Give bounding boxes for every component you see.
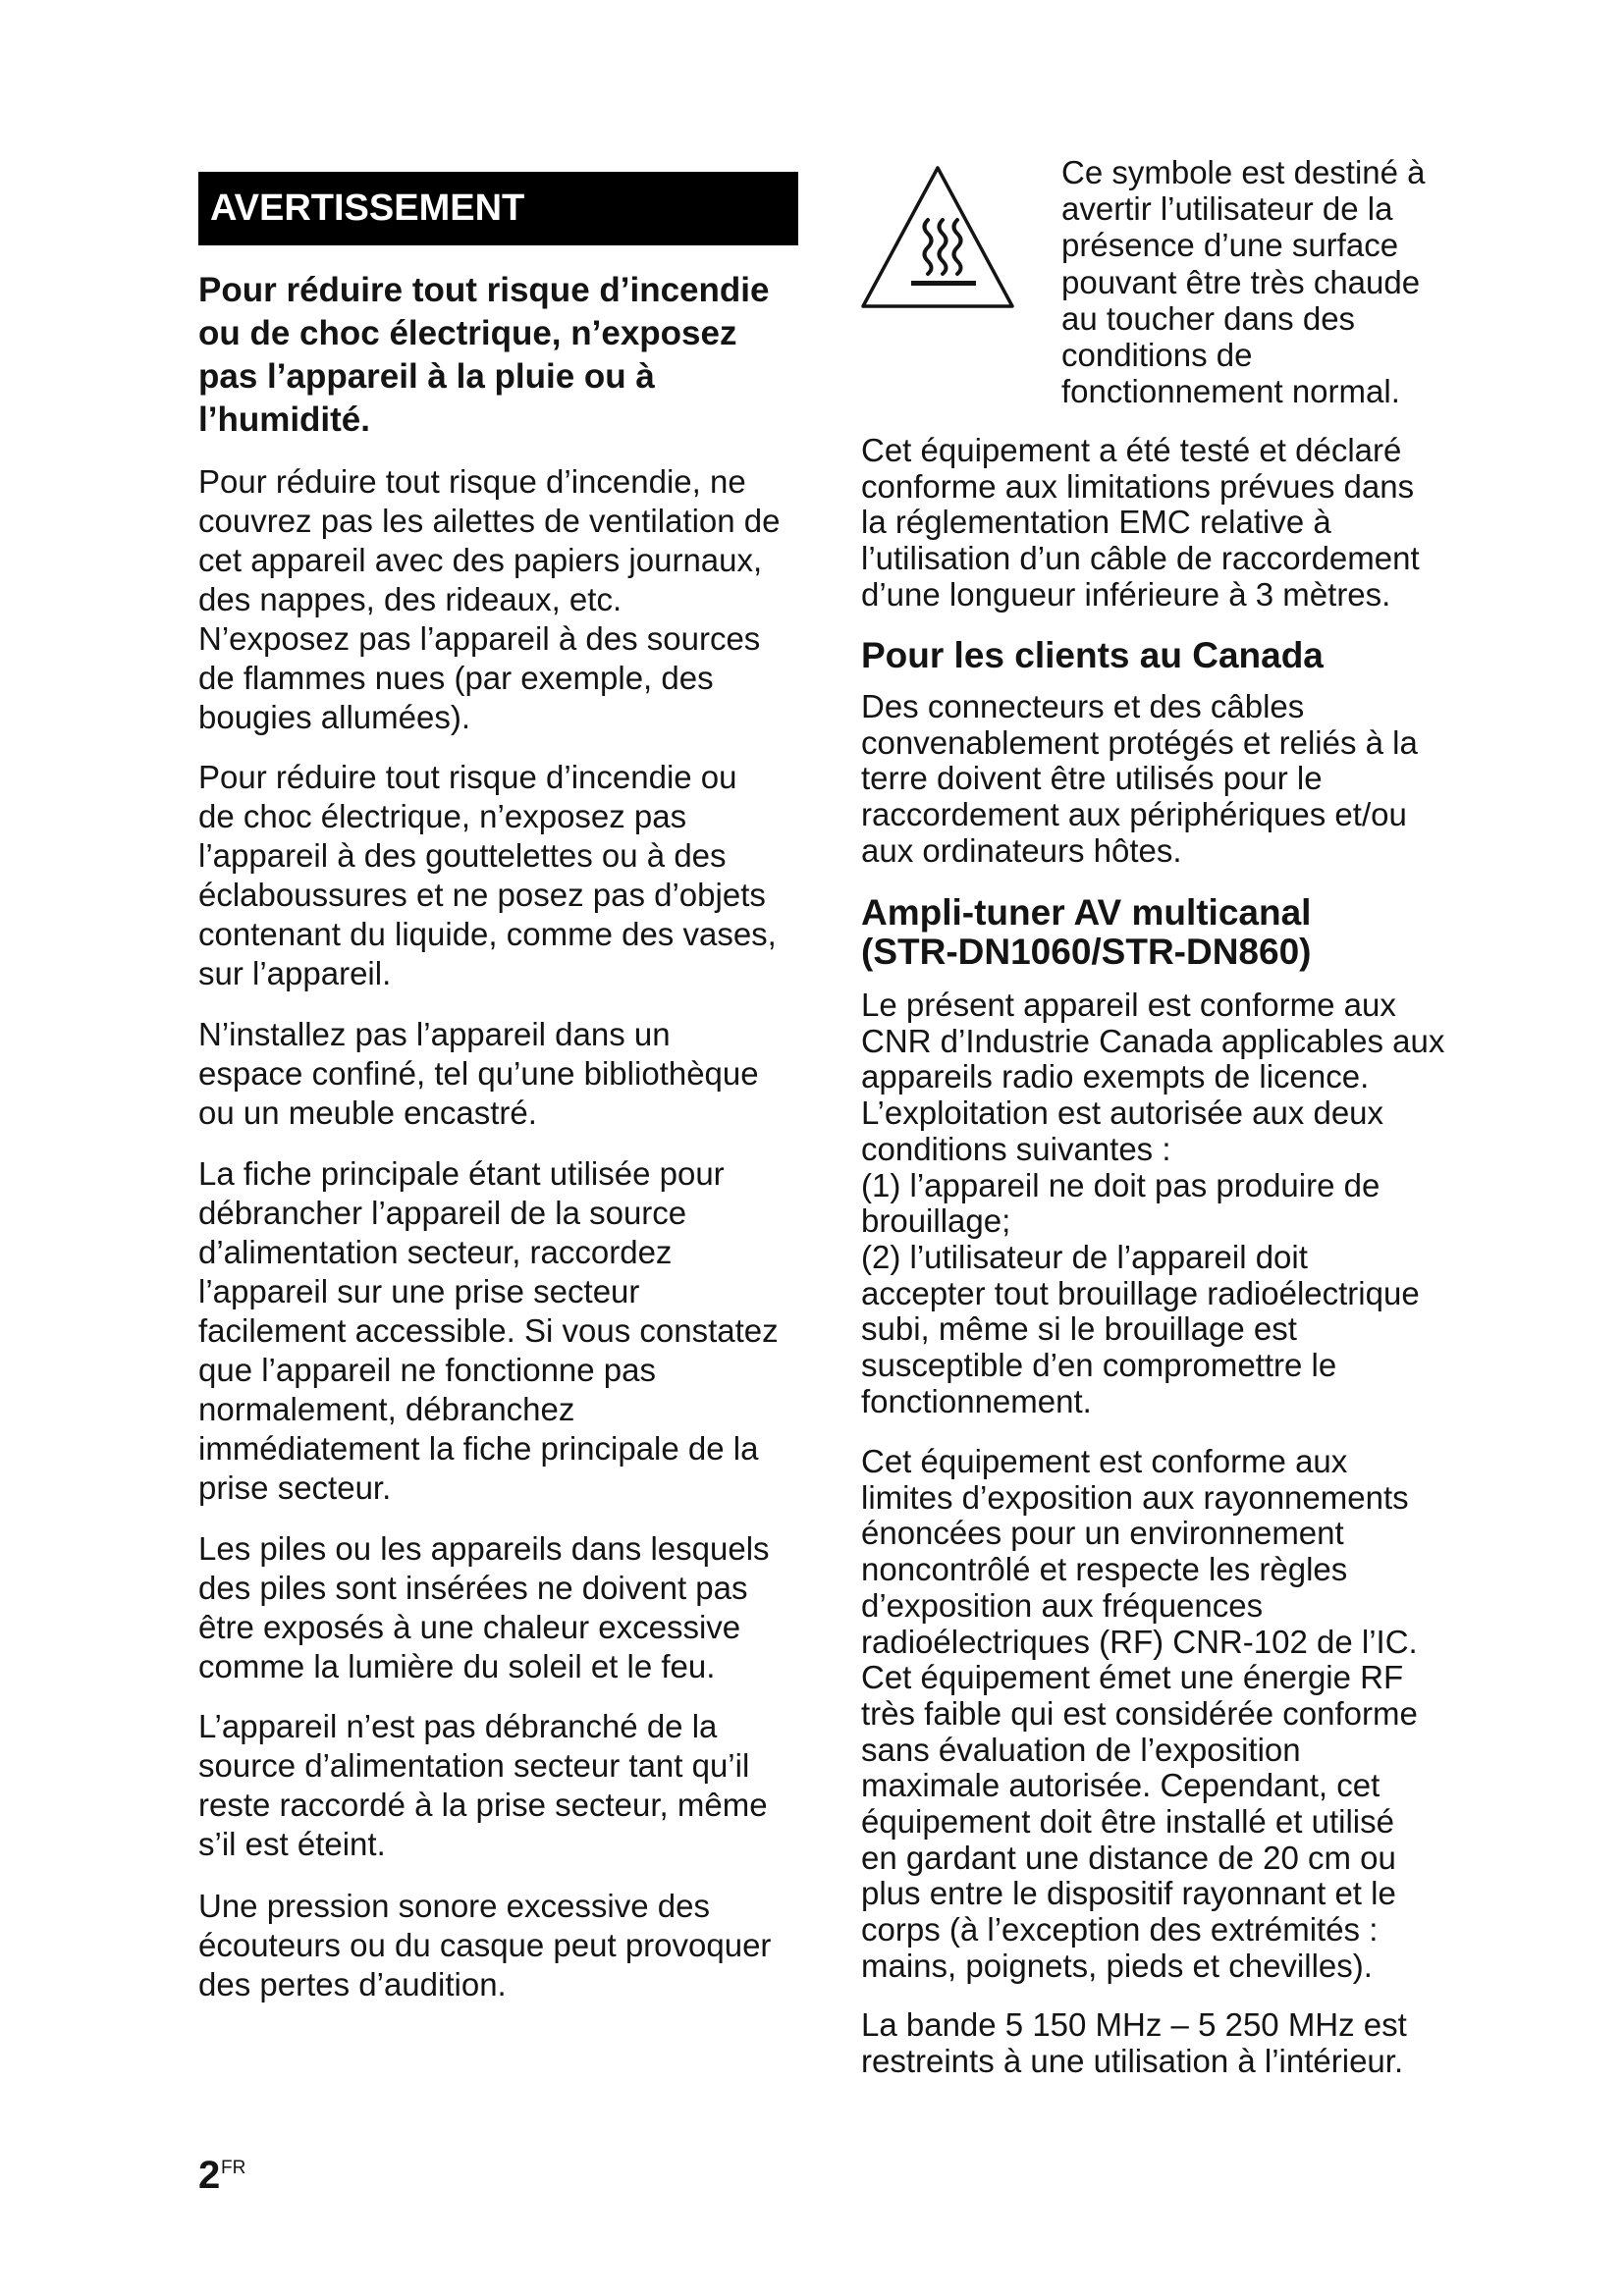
lead-warning <box>198 269 798 442</box>
text-line: présence d’une surface <box>1061 227 1399 264</box>
text-line: aux ordinateurs hôtes. <box>861 831 1182 869</box>
text-line: Des connecteurs et des câbles <box>861 688 1305 724</box>
text-line: contenant du liquide, comme des vases, <box>198 916 777 952</box>
text-line: convenablement protégés et reliés à la <box>861 723 1418 761</box>
text-line: conforme aux limitations prévues dans <box>861 467 1415 505</box>
text-line: Une pression sonore excessive des <box>198 1888 710 1924</box>
text-line: l’appareil à des gouttelettes ou à des <box>198 837 727 874</box>
text-line: l’appareil sur une prise secteur <box>198 1273 640 1309</box>
hot-surface-bar <box>911 281 976 286</box>
heading-text: Ampli-tuner AV multicanal <box>861 892 1312 933</box>
text-line: conditions de <box>1061 337 1253 374</box>
text-line: L’appareil n’est pas débranché de la <box>198 1708 718 1744</box>
paragraph-ventilation <box>198 462 798 737</box>
text-line: Ce symbole est destiné à <box>1061 154 1426 190</box>
text-line: susceptible d’en compromettre le <box>861 1347 1337 1384</box>
text-line: facilement accessible. Si vous constatez <box>198 1312 779 1349</box>
warning-title: AVERTISSEMENT <box>210 187 525 229</box>
text-line: cet appareil avec des papiers journaux, <box>198 542 763 578</box>
paragraph-industry-canada <box>861 988 1460 1419</box>
text-line: débrancher l’appareil de la source <box>198 1195 687 1231</box>
text-line: ou de choc électrique, n’exposez <box>198 314 737 352</box>
heading-canada <box>861 634 1460 677</box>
text-line: écouteurs ou du casque peut provoquer <box>198 1927 772 1963</box>
text-line: La bande 5 150 MHz – 5 250 MHz est <box>861 2006 1407 2043</box>
paragraph-batteries <box>198 1529 798 1686</box>
warning-title-bar <box>198 172 798 245</box>
paragraph-frequency-band <box>861 2007 1460 2079</box>
text-line: Les piles ou les appareils dans lesquels <box>198 1530 770 1567</box>
text-line: d’alimentation secteur, raccordez <box>198 1234 673 1270</box>
text-line: Pour réduire tout risque d’incendie, ne <box>198 463 746 500</box>
text-line: noncontrôlé et respecte les règles <box>861 1551 1348 1588</box>
text-line: de choc électrique, n’exposez pas <box>198 798 687 834</box>
text-line: prise secteur. <box>198 1469 392 1506</box>
text-line: ou un meuble encastré. <box>198 1095 537 1131</box>
text-line: éclaboussures et ne posez pas d’objets <box>198 877 766 913</box>
text-line: être exposés à une chaleur excessive <box>198 1609 741 1645</box>
heat-wave <box>925 220 932 274</box>
text-line: des pertes d’audition. <box>198 1966 507 2002</box>
text-line: comme la lumière du soleil et le feu. <box>198 1648 716 1684</box>
text-line: Le présent appareil est conforme aux <box>861 987 1396 1023</box>
text-line: Cet équipement émet une énergie RF <box>861 1659 1404 1696</box>
paragraph-power-off <box>198 1707 798 1864</box>
text-line: bougies allumées). <box>198 699 470 735</box>
text-line: sans évaluation de l’exposition <box>861 1731 1301 1768</box>
text-line: espace confiné, tel qu’une bibliothèque <box>198 1055 759 1092</box>
text-line: normalement, débranchez <box>198 1391 575 1427</box>
text-line: la réglementation EMC relative à <box>861 504 1331 541</box>
page-number: 2 <box>198 2154 221 2197</box>
text-line: l’utilisation d’un câble de raccordement <box>861 540 1420 577</box>
text-line: limites d’exposition aux rayonnements <box>861 1478 1409 1516</box>
text-line: (2) l’utilisateur de l’appareil doit <box>861 1238 1308 1275</box>
heading-text: (STR-DN1060/STR-DN860) <box>861 932 1312 972</box>
paragraph-hearing <box>198 1887 798 2004</box>
hot-surface-warning-icon <box>860 164 1015 311</box>
text-line: des piles sont insérées ne doivent pas <box>198 1570 748 1606</box>
text-line: que l’appareil ne fonctionne pas <box>198 1352 657 1388</box>
text-line: reste raccordé à la prise secteur, même <box>198 1787 768 1823</box>
text-line: plus entre le dispositif rayonnant et le <box>861 1875 1396 1912</box>
text-line: subi, même si le brouillage est <box>861 1310 1297 1348</box>
paragraph-liquids <box>198 758 798 993</box>
text-line: mains, poignets, pieds et chevilles). <box>861 1947 1373 1984</box>
text-line: d’exposition aux fréquences <box>861 1586 1264 1624</box>
symbol-description <box>1061 154 1460 409</box>
text-line: terre doivent être utilisés pour le <box>861 760 1323 797</box>
text-line: s’il est éteint. <box>198 1826 386 1862</box>
text-line: au toucher dans des <box>1061 299 1356 337</box>
text-line: radioélectriques (RF) CNR-102 de l’IC. <box>861 1623 1418 1660</box>
paragraph-canada <box>861 689 1460 870</box>
text-line: en gardant une distance de 20 cm ou <box>861 1839 1396 1876</box>
text-line: Pour réduire tout risque d’incendie ou <box>198 759 737 795</box>
heat-wave <box>954 220 961 274</box>
text-line: immédiatement la fiche principale de la <box>198 1430 759 1467</box>
text-line: l’humidité. <box>198 400 370 439</box>
text-line: énoncées pour un environnement <box>861 1515 1344 1552</box>
text-line: La fiche principale étant utilisée pour <box>198 1155 725 1192</box>
text-line: sur l’appareil. <box>198 955 392 991</box>
text-line: Pour réduire tout risque d’incendie <box>198 271 770 309</box>
heat-wave <box>940 220 947 274</box>
text-line: couvrez pas les ailettes de ventilation de <box>198 503 781 539</box>
text-line: L’exploitation est autorisée aux deux <box>861 1095 1384 1132</box>
paragraph-mains-plug <box>198 1154 798 1508</box>
paragraph-rf-exposure <box>861 1444 1460 1985</box>
text-line: d’une longueur inférieure à 3 mètres. <box>861 575 1391 613</box>
text-line: corps (à l’exception des extrémités : <box>861 1911 1379 1949</box>
text-line: pas l’appareil à la pluie ou à <box>198 357 655 396</box>
text-line: CNR d’Industrie Canada applicables aux <box>861 1022 1445 1059</box>
text-line: accepter tout brouillage radioélectrique <box>861 1274 1420 1311</box>
text-line: Cet équipement est conforme aux <box>861 1443 1348 1479</box>
text-line: des nappes, des rideaux, etc. <box>198 581 623 617</box>
text-line: pouvant être très chaude <box>1061 263 1421 300</box>
heading-ampli-tuner <box>861 893 1460 972</box>
text-line: appareils radio exempts de licence. <box>861 1058 1370 1095</box>
heading-text: Pour les clients au Canada <box>861 635 1324 675</box>
text-line: N’installez pas l’appareil dans un <box>198 1016 671 1052</box>
text-line: N’exposez pas l’appareil à des sources <box>198 620 761 657</box>
text-line: raccordement aux périphériques et/ou <box>861 796 1407 833</box>
text-line: (1) l’appareil ne doit pas produire de <box>861 1166 1380 1203</box>
text-line: fonctionnement normal. <box>1061 373 1400 410</box>
page-language-code: FR <box>221 2158 246 2178</box>
text-line: équipement doit être installé et utilisé <box>861 1803 1394 1841</box>
text-line: restreints à une utilisation à l’intérieur. <box>861 2042 1404 2079</box>
text-line: conditions suivantes : <box>861 1130 1171 1167</box>
paragraph-installation <box>198 1015 798 1133</box>
text-line: brouillage; <box>861 1202 1011 1240</box>
paragraph-emc <box>861 433 1460 614</box>
text-line: de flammes nues (par exemple, des <box>198 660 714 696</box>
text-line: maximale autorisée. Cependant, cet <box>861 1767 1380 1804</box>
text-line: source d’alimentation secteur tant qu’il <box>198 1747 750 1784</box>
text-line: Cet équipement a été testé et déclaré <box>861 432 1402 468</box>
text-line: avertir l’utilisateur de la <box>1061 190 1393 228</box>
text-line: très faible qui est considérée conforme <box>861 1694 1418 1732</box>
text-line: fonctionnement. <box>861 1382 1092 1419</box>
